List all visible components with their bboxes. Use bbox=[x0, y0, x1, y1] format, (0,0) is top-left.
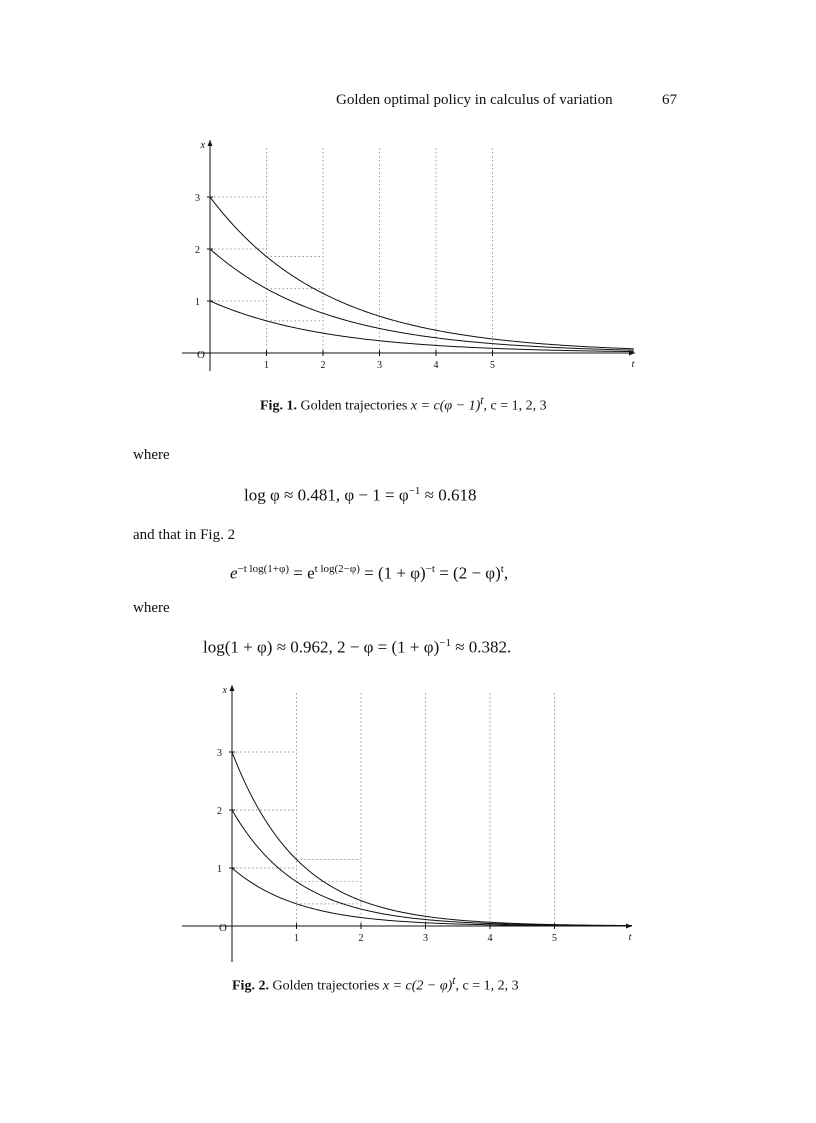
equation-2-a-exp: −t log(1+φ) bbox=[237, 563, 289, 575]
y-axis-label: x bbox=[222, 685, 227, 696]
y-tick-label-2: 2 bbox=[195, 245, 200, 256]
y-tick-label-2: 2 bbox=[217, 806, 222, 817]
figure-1-formula-exp: t bbox=[480, 394, 484, 407]
figure-1-caption-tail: , c = 1, 2, 3 bbox=[483, 398, 547, 414]
equation-1-exp: −1 bbox=[408, 485, 421, 497]
equation-3-main: log(1 + φ) ≈ 0.962, 2 − φ = (1 + φ) bbox=[203, 637, 440, 657]
y-axis-arrow bbox=[208, 140, 213, 146]
running-header bbox=[336, 92, 677, 109]
header-title: Golden optimal policy in calculus of variation bbox=[336, 92, 613, 108]
equation-1-tail: ≈ 0.618 bbox=[420, 485, 477, 505]
figure-2-formula: x = c(2 − φ) bbox=[382, 978, 453, 994]
y-tick-label-1: 1 bbox=[217, 864, 222, 875]
equation-2-c-exp: −t bbox=[425, 563, 435, 575]
figure-2-caption-tail: , c = 1, 2, 3 bbox=[455, 978, 519, 994]
y-axis-arrow bbox=[230, 685, 235, 691]
origin-label: O bbox=[219, 922, 227, 934]
equation-1 bbox=[244, 485, 476, 506]
series-line-c3 bbox=[232, 752, 632, 926]
y-tick-label-3: 3 bbox=[195, 193, 200, 204]
figure-1-caption-text: Golden trajectories bbox=[300, 398, 408, 414]
figure-1-caption bbox=[260, 394, 547, 415]
x-axis-label: t bbox=[628, 932, 632, 943]
y-tick-label-1: 1 bbox=[195, 297, 200, 308]
equation-2-d-exp: t bbox=[500, 563, 504, 575]
equation-2-e: , bbox=[503, 563, 509, 583]
figure-2-caption-text: Golden trajectories bbox=[272, 978, 380, 994]
origin-label: O bbox=[197, 349, 205, 361]
figure-2-label: Fig. 2. bbox=[232, 978, 269, 994]
equation-2-b-exp: t log(2−φ) bbox=[314, 563, 360, 575]
x-tick-label-1: 1 bbox=[294, 933, 299, 944]
x-tick-label-5: 5 bbox=[490, 360, 495, 371]
x-axis-label: t bbox=[631, 359, 635, 370]
figure-1-chart bbox=[170, 135, 650, 375]
series-line-c2 bbox=[232, 810, 632, 926]
series-line-c2 bbox=[210, 249, 634, 350]
series-line-c1 bbox=[210, 301, 634, 352]
figure-2-caption bbox=[232, 974, 519, 995]
equation-2-d: = (2 − φ) bbox=[434, 563, 501, 583]
x-tick-label-4: 4 bbox=[433, 360, 439, 371]
page-number: 67 bbox=[662, 92, 677, 108]
equation-1-main: log φ ≈ 0.481, φ − 1 = φ bbox=[244, 485, 409, 505]
equation-3 bbox=[203, 637, 511, 658]
figure-1-formula: x = c(φ − 1) bbox=[410, 398, 481, 414]
and-fig2-text: and that in Fig. 2 bbox=[133, 527, 236, 543]
x-tick-label-5: 5 bbox=[552, 933, 557, 944]
where-text-1: where bbox=[133, 447, 170, 463]
x-tick-label-2: 2 bbox=[320, 360, 326, 371]
figure-2-formula-exp: t bbox=[452, 974, 456, 987]
equation-2-c: = (1 + φ) bbox=[359, 563, 426, 583]
y-axis-label: x bbox=[200, 140, 205, 151]
equation-2-a: e bbox=[230, 563, 238, 583]
y-tick-label-3: 3 bbox=[217, 748, 222, 759]
x-tick-label-1: 1 bbox=[264, 360, 269, 371]
series-line-c3 bbox=[210, 197, 634, 349]
figure-2-chart bbox=[170, 680, 650, 970]
equation-2 bbox=[230, 563, 508, 584]
where-text-2: where bbox=[133, 600, 170, 616]
figure-1-label: Fig. 1. bbox=[260, 398, 297, 414]
equation-2-b: = e bbox=[289, 563, 315, 583]
x-tick-label-4: 4 bbox=[487, 933, 493, 944]
x-tick-label-2: 2 bbox=[358, 933, 364, 944]
x-tick-label-3: 3 bbox=[423, 933, 428, 944]
equation-3-tail: ≈ 0.382. bbox=[450, 637, 512, 657]
equation-3-exp: −1 bbox=[439, 637, 451, 649]
x-tick-label-3: 3 bbox=[377, 360, 382, 371]
